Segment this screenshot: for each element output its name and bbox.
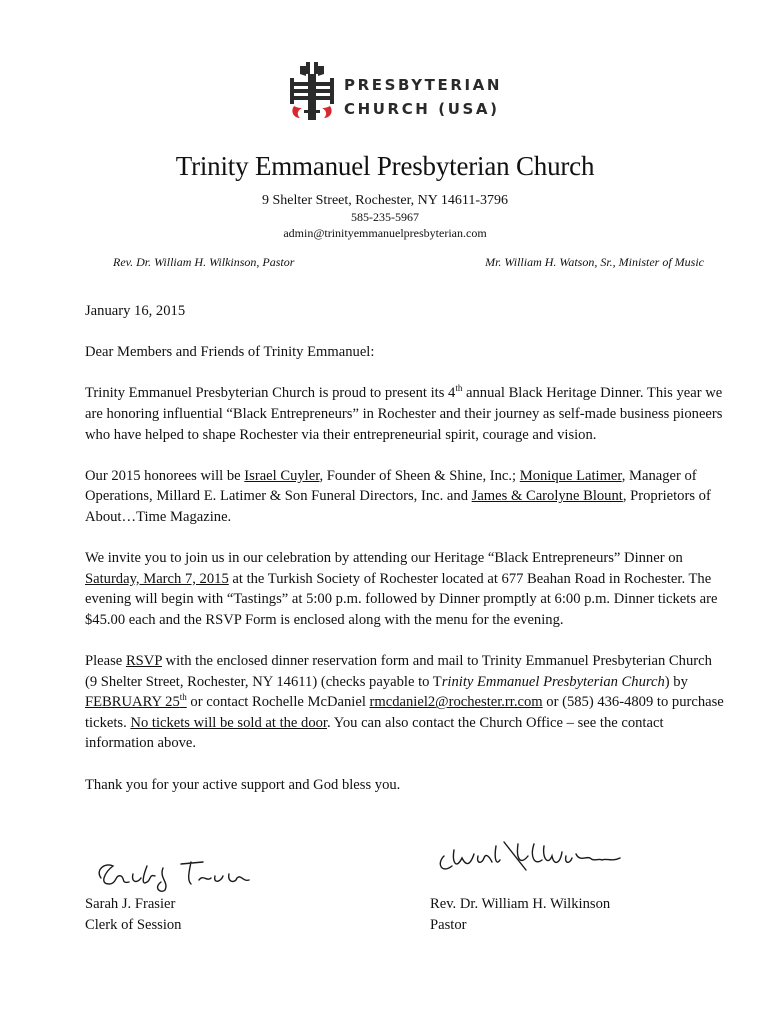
rsvp-text: RSVP (125, 653, 162, 670)
presbyterian-seal-icon (288, 62, 336, 120)
music-minister-line: Mr. William H. Watson, Sr., Minister of Music (485, 255, 704, 269)
signatory-right-title: Pastor (430, 916, 467, 933)
letter-body (85, 301, 725, 816)
signatory-left-name: Sarah J. Frasier (85, 896, 176, 912)
rsvp-deadline: FEBRUARY 25th (85, 692, 187, 711)
signature-sarah-frasier (91, 854, 261, 894)
paragraph-rsvp: Please RSVP with the enclosed dinner reservation form and mail to Trinity Emmanuel Presbyterian Church (9 Shelter Street, Rochester, NY 14611) (checks payable to Trinity Emmanuel Presbyterian Church) by FEBRUARY 25th or contact Rochelle McDaniel rmcdaniel2@rochester.rr.com or (585) 436-4809 to purchase tickets. No tickets will be sold at the door. You can also contact the Church Office – see the contact information above. (85, 653, 724, 752)
honoree-name: Monique Latimer (519, 467, 622, 484)
paragraph-honorees: Our 2015 honorees will be Israel Cuyler, Founder of Sheen & Shine, Inc.; Monique Latimer, Manager of Operations, Millard E. Latimer & Son Funeral Directors, Inc. and James & Carolyne Blount, Proprietors of About…Time Magazine. (85, 467, 711, 525)
contact-email-link[interactable]: rmcdaniel2@rochester.rr.com (369, 694, 543, 711)
honoree-name: Israel Cuyler (244, 467, 320, 484)
letter-date: January 16, 2015 (85, 303, 186, 319)
event-date: Saturday, March 7, 2015 (85, 570, 229, 587)
church-phone: 585-235-5967 (351, 210, 419, 224)
letter-salutation: Dear Members and Friends of Trinity Emmanuel: (85, 344, 375, 361)
signatory-right-name: Rev. Dr. William H. Wilkinson (430, 896, 611, 912)
paragraph-intro: Trinity Emmanuel Presbyterian Church is proud to present its 4th annual Black Heritage Dinner. This year we are honoring influential “Black Entrepreneurs” in Rochester and their journey as self-made business pioneers who have helped to shape Rochester via their entrepreneurial spirit, courage and vision. (85, 383, 723, 443)
signatory-left (85, 894, 181, 935)
signatory-right (430, 894, 610, 935)
paragraph-invitation: We invite you to join us in our celebration by attending our Heritage “Black Entrepreneurs” Dinner on Saturday, March 7, 2015 at the Turkish Society of Rochester located at 677 Beahan Road in Rochester. The evening will begin with “Tastings” at 5:00 p.m. followed by Dinner promptly at 6:00 p.m. Dinner tickets are $45.00 each and the RSVP Form is enclosed along with the menu for the evening. (85, 550, 718, 628)
church-email: admin@trinityemmanuelpresbyterian.com (283, 226, 487, 240)
signature-william-wilkinson (430, 836, 630, 880)
no-tickets-notice: No tickets will be sold at the door (130, 714, 327, 731)
honoree-name: James & Carolyne Blount (471, 488, 623, 505)
logo-text-church-usa: CHURCH (USA) (344, 100, 500, 118)
presbyterian-logo (288, 62, 518, 122)
pastor-line: Rev. Dr. William H. Wilkinson, Pastor (113, 255, 295, 269)
closing-line: Thank you for your active support and God bless you. (85, 776, 401, 793)
signatory-left-title: Clerk of Session (85, 916, 182, 933)
signature-block (85, 836, 725, 946)
logo-text-presbyterian: PRESBYTERIAN (344, 76, 503, 94)
church-address: 9 Shelter Street, Rochester, NY 14611-3796 (261, 193, 509, 208)
church-name: Trinity Emmanuel Presbyterian Church (175, 151, 595, 181)
